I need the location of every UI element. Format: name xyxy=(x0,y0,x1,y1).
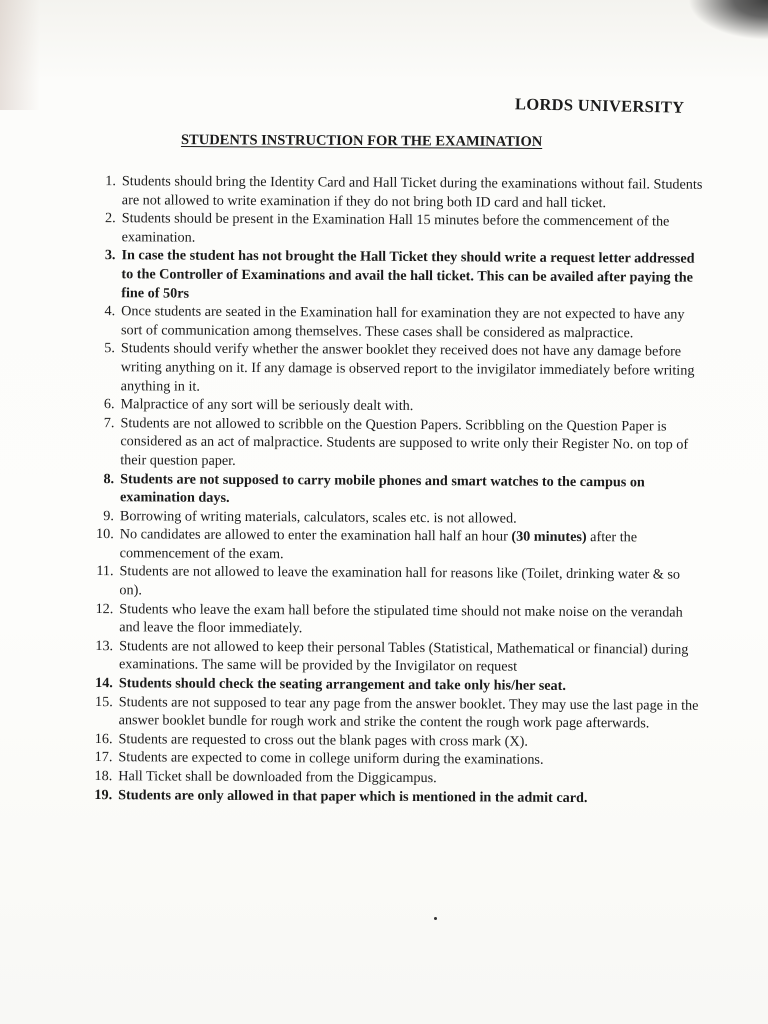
instruction-list xyxy=(84,172,708,808)
instruction-number: 6. xyxy=(103,396,115,413)
stray-mark xyxy=(434,917,437,920)
instruction-text-part: No candidates are allowed to enter the examination hall half an hour xyxy=(119,526,512,545)
instruction-text-part: after the commencement of the exam. xyxy=(119,529,638,563)
instruction-number: 9. xyxy=(103,507,114,524)
instruction-item xyxy=(88,209,708,250)
instruction-item xyxy=(87,339,707,399)
instruction-text: Hall Ticket shall be downloaded from the Diggicampus. xyxy=(118,768,437,787)
instruction-text: Once students are seated in the Examination hall for examination they are not expected to have any sort of communication among themselves. These cases shall be considered as malpractice. xyxy=(120,303,685,342)
instruction-item xyxy=(85,637,705,678)
instruction-number: 7. xyxy=(103,414,115,431)
instruction-number: 14. xyxy=(95,675,113,692)
instruction-number: 16. xyxy=(94,730,113,747)
instruction-number: 12. xyxy=(95,600,114,617)
instruction-item xyxy=(85,600,705,641)
instruction-number: 17. xyxy=(94,749,113,766)
instruction-number: 11. xyxy=(96,563,114,580)
instruction-item xyxy=(87,302,707,343)
instruction-emphasis: (30 minutes) xyxy=(511,528,587,546)
instruction-text: Students are expected to come in college uniform during the examinations. xyxy=(118,749,544,769)
instruction-text: Students should be present in the Examination Hall 15 minutes before the commencement of the examination. xyxy=(121,210,670,246)
instruction-item xyxy=(87,246,707,306)
instruction-number: 5. xyxy=(104,340,115,357)
instruction-text xyxy=(114,525,706,566)
instruction-number: 3. xyxy=(104,247,116,264)
instruction-text: Students are not allowed to keep their personal Tables (Statistical, Mathematical or financial) during examinations. The same will be provided by the Invigilator on request xyxy=(118,638,689,676)
instruction-number: 4. xyxy=(104,303,116,320)
instruction-text: In case the student has not brought the Hall Ticket they should write a request letter addressed to the Controller of Examinations and avail the hall ticket. This can be availed after paying the fine of 50rs xyxy=(121,247,695,302)
instruction-item xyxy=(85,562,705,603)
instruction-text: Students are only allowed in that paper which is mentioned in the admit card. xyxy=(118,786,588,806)
page-corner-shadow xyxy=(688,0,768,40)
instruction-text: Students are not supposed to tear any page from the answer booklet. They may use the last page in the answer booklet bundle for rough work and strike the content the rough work page afterwards. xyxy=(118,693,699,732)
instruction-item xyxy=(86,525,706,566)
instruction-number: 15. xyxy=(94,693,113,710)
instruction-item xyxy=(86,469,706,510)
instruction-number: 13. xyxy=(95,637,114,655)
instruction-text: Students are not allowed to scribble on the Question Papers. Scribbling on the Question Paper is considered as an act of malpractice. Students are supposed to write only their Register No. on top of their question paper. xyxy=(120,414,689,469)
instruction-text: Students are not supposed to carry mobile phones and smart watches to the campus on examination days. xyxy=(119,470,645,506)
instruction-text: Students who leave the exam hall before the stipulated time should not make noise on the verandah and leave the floor immediately. xyxy=(119,600,683,637)
page-left-edge xyxy=(0,0,40,110)
instruction-number: 1. xyxy=(105,173,116,190)
instruction-text: Malpractice of any sort will be seriously dealt with. xyxy=(120,396,414,415)
instruction-number: 10. xyxy=(96,526,114,543)
instruction-item xyxy=(85,693,705,734)
instruction-text: Students should verify whether the answer booklet they received does not have any damage before writing anything on it. If any damage is observed report to the invigilator immediately before writing anything in it. xyxy=(120,340,695,395)
instruction-text: Borrowing of writing materials, calculators, scales etc. is not allowed. xyxy=(119,507,517,527)
instruction-text: Students should bring the Identity Card and Hall Ticket during the examinations without fail. Students are not allowed to write examination if they do not bring both ID card and hall ticket. xyxy=(121,173,703,211)
instruction-item xyxy=(84,786,704,808)
instruction-number: 2. xyxy=(105,210,116,227)
instruction-number: 18. xyxy=(94,768,113,785)
instruction-number: 19. xyxy=(94,786,113,803)
instruction-item xyxy=(88,172,708,213)
instruction-text: Students are not allowed to leave the examination hall for reasons like (Toilet, drinking water & so on). xyxy=(119,563,681,599)
instruction-text: Students should check the seating arrangement and take only his/her seat. xyxy=(118,675,566,694)
document-title: STUDENTS INSTRUCTION FOR THE EXAMINATION xyxy=(180,132,543,150)
instruction-text: Students are requested to cross out the blank pages with cross mark (X). xyxy=(118,731,528,750)
university-name: LORDS UNIVERSITY xyxy=(514,94,685,117)
instruction-number: 8. xyxy=(103,470,115,487)
instruction-item xyxy=(86,414,706,474)
